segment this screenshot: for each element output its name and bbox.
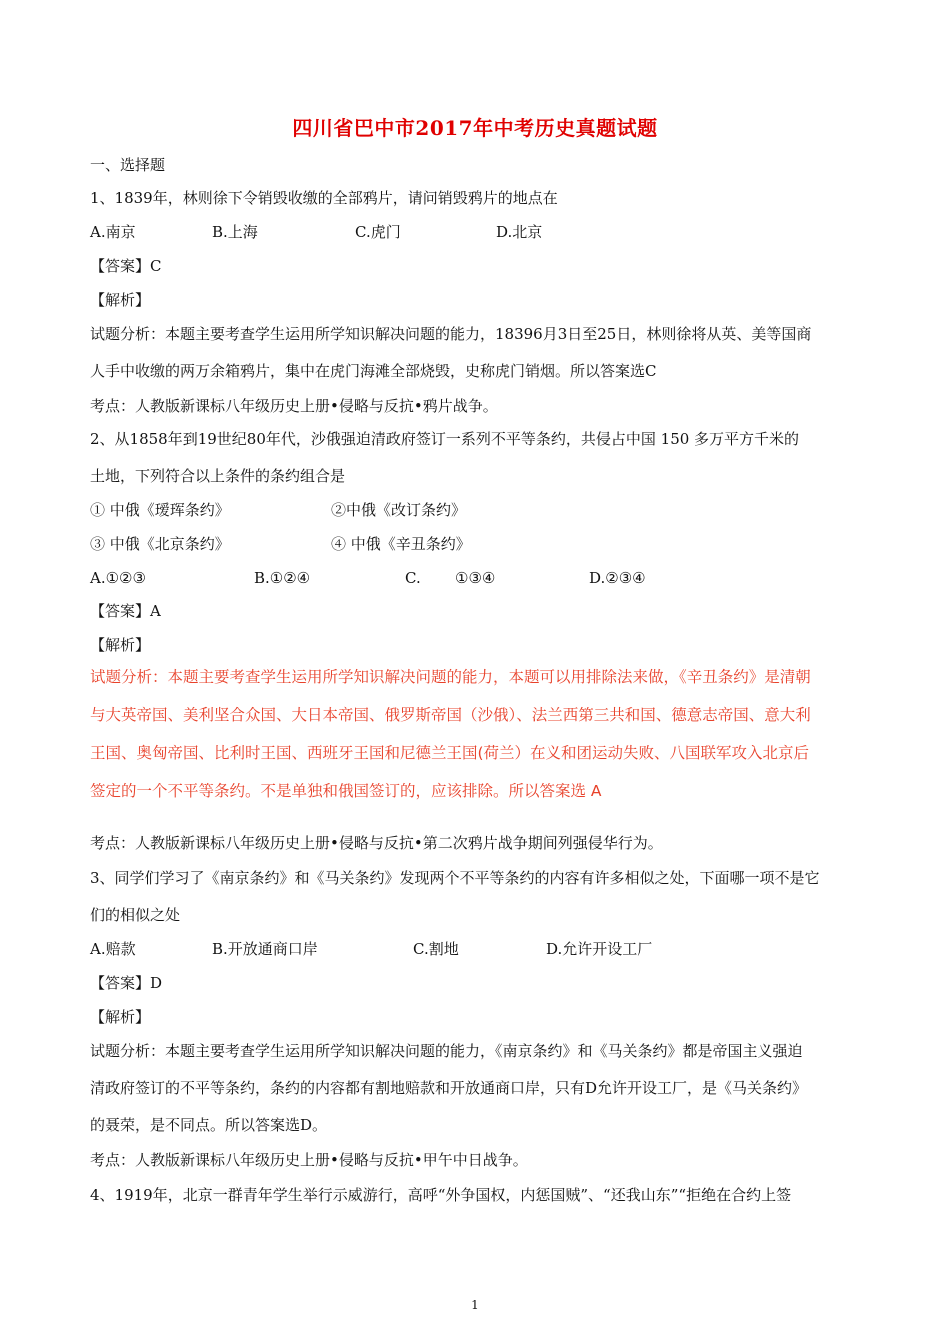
q1-analysis-line: 试题分析：本题主要考查学生运用所学知识解决问题的能力，18396月3日至25日，林则徐将从英、美等国商 <box>90 325 812 343</box>
q1-analysis-line: 人手中收缴的两万余箱鸦片，集中在虎门海滩全部烧毁，史称虎门销烟。所以答案选C <box>90 362 657 380</box>
q3-analysis-line: 试题分析：本题主要考查学生运用所学知识解决问题的能力，《南京条约》和《马关条约》都是帝国主义强迫 <box>90 1042 803 1060</box>
q2-analysis-line: 签定的一个不平等条约。不是单独和俄国签订的，应该排除。所以答案选 A <box>90 782 602 800</box>
q3-option-b: B.开放通商口岸 <box>212 940 318 958</box>
q2-analysis-line: 试题分析：本题主要考查学生运用所学知识解决问题的能力，本题可以用排除法来做，《辛丑条约》是清朝 <box>90 668 811 686</box>
q1-option-a: A.南京 <box>90 223 136 241</box>
q2-stem-line: 2、从1858年到19世纪80年代，沙俄强迫清政府签订一系列不平等条约，共侵占中国 150 多万平方千米的 <box>90 430 800 448</box>
document-title: 四川省巴中市2017年中考历史真题试题 <box>292 116 658 140</box>
q3-stem-line: 3、同学们学习了《南京条约》和《马关条约》发现两个不平等条约的内容有许多相似之处，下面哪一项不是它 <box>90 869 820 887</box>
q3-option-a: A.赔款 <box>90 940 136 958</box>
q2-option-a: A.①②③ <box>90 569 146 587</box>
q2-analysis-label: 【解析】 <box>90 636 151 654</box>
q1-analysis-label: 【解析】 <box>90 291 151 309</box>
q2-sub-item: ④ 中俄《辛丑条约》 <box>331 535 471 553</box>
q2-analysis-line: 与大英帝国、美利坚合众国、大日本帝国、俄罗斯帝国（沙俄）、法兰西第三共和国、德意志帝国、意大利 <box>90 706 811 724</box>
q2-kaodian: 考点：人教版新课标八年级历史上册•侵略与反抗•第二次鸦片战争期间列强侵华行为。 <box>90 834 663 852</box>
q2-sub-item: ① 中俄《瑷珲条约》 <box>90 501 230 519</box>
q3-analysis-line: 的聂荣，是不同点。所以答案选D。 <box>90 1116 328 1134</box>
q2-option-b: B.①②④ <box>254 569 311 587</box>
q1-stem: 1、1839年，林则徐下令销毁收缴的全部鸦片，请问销毁鸦片的地点在 <box>90 189 558 207</box>
q2-option-c-value: ①③④ <box>455 569 496 587</box>
q3-kaodian: 考点：人教版新课标八年级历史上册•侵略与反抗•甲午中日战争。 <box>90 1151 528 1169</box>
section-heading: 一、选择题 <box>90 156 166 174</box>
q3-stem-line: 们的相似之处 <box>90 906 181 924</box>
q2-stem-line: 土地，下列符合以上条件的条约组合是 <box>90 467 346 485</box>
q1-kaodian: 考点：人教版新课标八年级历史上册•侵略与反抗•鸦片战争。 <box>90 397 498 415</box>
page-number: 1 <box>471 1298 479 1312</box>
q3-option-d: D.允许开设工厂 <box>546 940 653 958</box>
q3-analysis-label: 【解析】 <box>90 1008 151 1026</box>
q1-option-c: C.虎门 <box>355 223 401 241</box>
q1-option-b: B.上海 <box>212 223 258 241</box>
q3-analysis-line: 清政府签订的不平等条约，条约的内容都有割地赔款和开放通商口岸，只有D允许开设工厂，是《马关条约》 <box>90 1079 808 1097</box>
q2-answer: 【答案】A <box>90 602 161 620</box>
q2-sub-item: ③ 中俄《北京条约》 <box>90 535 230 553</box>
q2-sub-item: ②中俄《改订条约》 <box>331 501 467 519</box>
q2-option-c: C. <box>405 569 421 587</box>
q3-option-c: C.割地 <box>413 940 459 958</box>
q3-answer: 【答案】D <box>90 974 163 992</box>
q2-option-d: D.②③④ <box>589 569 646 587</box>
q1-option-d: D.北京 <box>496 223 543 241</box>
q2-analysis-line: 王国、奥匈帝国、比利时王国、西班牙王国和尼德兰王国(荷兰）在义和团运动失败、八国联军攻入北京后 <box>90 744 810 762</box>
q4-stem-line: 4、1919年，北京一群青年学生举行示威游行，高呼“外争国权，内惩国贼”、“还我山东”“拒绝在合约上签 <box>90 1186 792 1204</box>
q1-answer: 【答案】C <box>90 257 162 275</box>
